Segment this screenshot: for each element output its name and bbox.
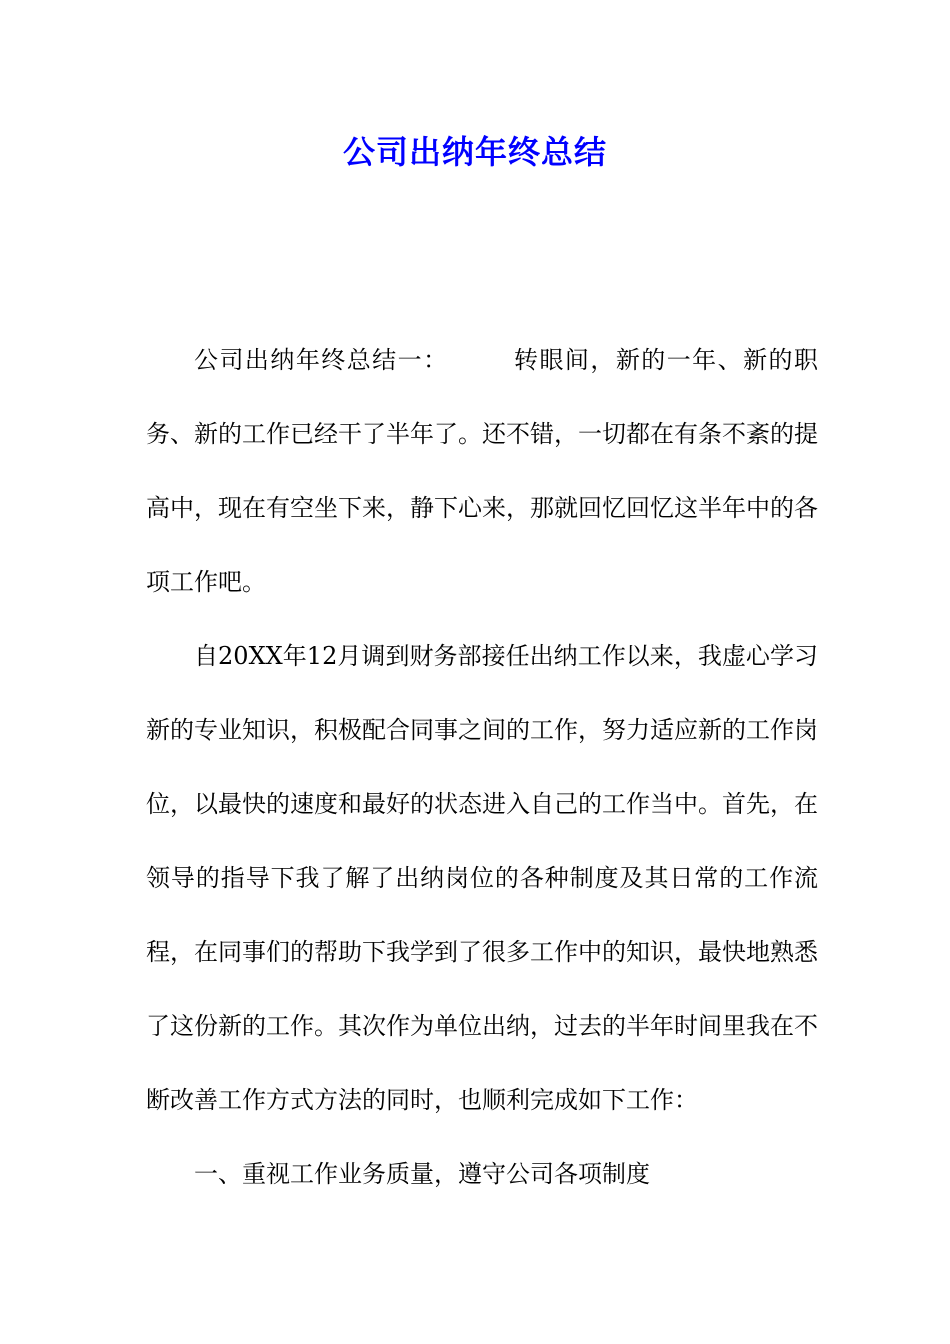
document-title: 公司出纳年终总结 bbox=[342, 133, 607, 171]
paragraph-2: 自20XX年12月调到财务部接任出纳工作以来，我虚心学习新的专业知识，积极配合同事之间的工作，努力适应新的工作岗位，以最快的速度和最好的状态进入自己的工作当中。首先，在领导的指导下我了解了出纳岗位的各种制度及其日常的工作流程，在同事们的帮助下我学到了很多工作中的知识，最快地熟悉了这份新的工作。其次作为单位出纳，过去的半年时间里我在不断改善工作方式方法的同时，也顺利完成如下工作： bbox=[146, 642, 818, 1114]
paragraph-1-text: 转眼间，新的一年、新的职务、新的工作已经干了半年了。还不错，一切都在有条不紊的提高中，现在有空坐下来，静下心来，那就回忆回忆这半年中的各项工作吧。 bbox=[146, 346, 819, 596]
document-body bbox=[146, 323, 818, 1211]
paragraph-3: 一、重视工作业务质量，遵守公司各项制度 bbox=[194, 1160, 650, 1188]
paragraph-1 bbox=[146, 323, 818, 619]
paragraph-1-lead: 公司出纳年终总结一： bbox=[194, 346, 449, 374]
